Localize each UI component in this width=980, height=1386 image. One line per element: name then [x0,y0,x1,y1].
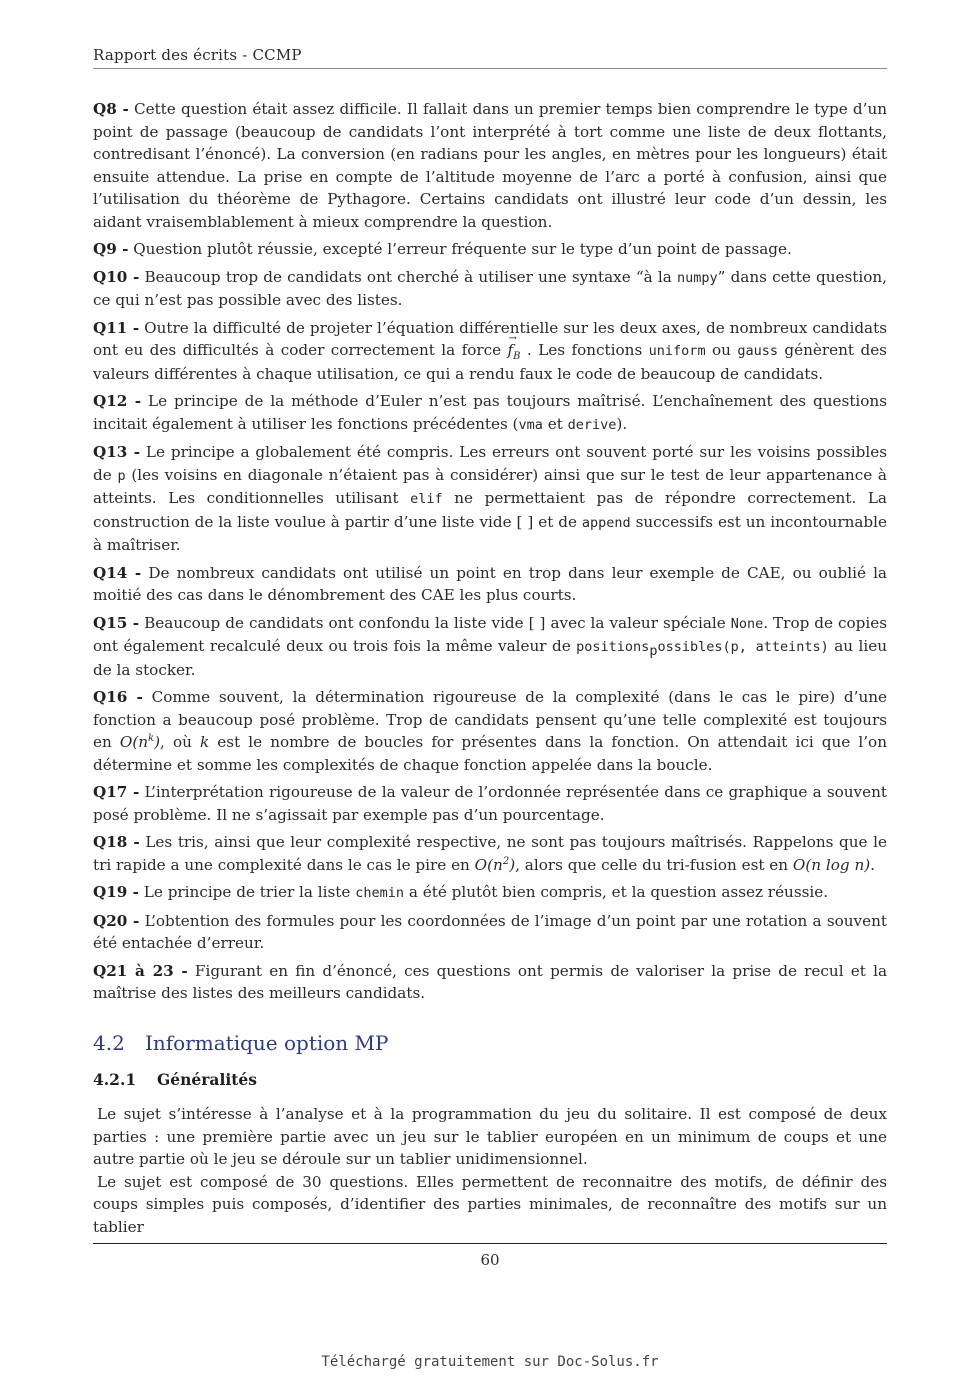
question-text: L’obtention des formules pour les coordonnées de l’image d’un point par une rotation a souvent été entachée d’erreur. [93,911,887,952]
question-label: Q11 - [93,318,140,337]
question-text: et [542,414,568,433]
question-label: Q18 - [93,833,140,851]
running-header: Rapport des écrits - CCMP [93,46,302,64]
code-term: positions [576,639,650,655]
code-term: ossibles(p, atteints) [657,639,829,655]
question-paragraph [93,910,887,955]
question-text: L’interprétation rigoureuse de la valeur de l’ordonnée représentée dans ce graphique a souvent posé problème. Il ne s’agissait par exemple pas d’un pourcentage. [93,783,887,824]
question-paragraph [93,390,887,436]
question-text: , alors que celle du tri-fusion est en [515,855,793,874]
header-rule [93,68,887,69]
math-exponent: 2 [502,855,510,867]
question-text: Beaucoup trop de candidats ont cherché à utiliser une syntaxe “à la [144,267,677,286]
question-text: De nombreux candidats ont utilisé un point en trop dans leur exemple de CAE, ou oublié la moitié des cas dans le dénombrement des CAE les plus courts. [93,563,887,604]
question-label: Q17 - [93,783,140,801]
question-paragraph [93,960,887,1005]
question-text: est le nombre de boucles for présentes dans la fonction. On attendait ici que l’on détermine et somme les complexités de chaque fonction appelée dans la boucle. [93,733,887,774]
subsection-title: Généralités [157,1070,257,1089]
question-text: Cette question était assez difficile. Il fallait dans un premier temps bien comprendre le type d’un point de passage (beaucoup de candidats l’ont interprété à tort comme une liste de deux flottants, contredisant l’énoncé). La conversion (en radians pour les angles, en mètres pour les longueurs) était ensuite attendue. La prise en compte de l’altitude moyenne de l’arc a porté à confusion, ainsi que l’utilisation du théorème de Pythagore. Certains candidats ont illustré leur code d’un dessin, les aidant vraisemblablement à mieux comprendre la question. [93,100,888,231]
question-text: successifs est un incontournable à maîtriser. [93,512,887,554]
question-text: au lieu de la stocker. [93,637,887,679]
math-expression: ) [154,733,161,751]
footer-rule [93,1243,887,1244]
question-paragraph [93,317,887,386]
math-exponent: k [148,732,155,744]
section-body [93,1103,887,1238]
question-paragraph [93,831,887,876]
question-label: Q20 - [93,911,140,930]
code-term: p [117,467,126,484]
question-paragraph [93,98,887,233]
code-term: None [730,615,764,632]
code-term: numpy [676,269,718,286]
code-term: elif [410,491,443,507]
question-label: Q12 - [93,392,142,410]
question-text: . Trop de copies ont également recalculé deux ou trois fois la même valeur de [93,613,887,655]
math-expression: O(n [119,733,149,751]
question-text: ” dans cette question, ce qui n’est pas possible avec des listes. [93,267,887,309]
section-number: 4.2 [93,1031,125,1055]
question-text: ou [705,341,738,359]
body-paragraph: Le sujet s’intéresse à l’analyse et à la programmation du jeu du solitaire. Il est composé de deux parties : une première partie avec un jeu sur le tablier européen en un minimum de coups et une autre partie où le jeu se déroule sur un tablier unidimensionnel. [93,1105,887,1168]
question-text: , où [160,733,200,751]
question-text: a été plutôt bien compris, et la question assez réussie. [404,883,829,901]
watermark-text: Téléchargé gratuitement sur Doc-Solus.fr [321,1354,659,1370]
question-text: ne permettaient pas de répondre correctement. La construction de la liste voulue à partir d’une liste vide [ ] et de [93,489,887,531]
section-title: Informatique option MP [145,1031,389,1055]
question-label: Q10 - [93,267,140,286]
code-term: vma [518,416,543,433]
code-subscript: p [649,643,658,660]
question-text: ). [616,414,628,433]
question-label: Q13 - [93,443,141,461]
page-number: 60 [480,1251,500,1269]
subsection-number: 4.2.1 [93,1070,137,1089]
section-heading [93,1031,887,1055]
question-paragraph [93,612,887,682]
question-label: Q16 - [93,688,143,706]
math-expression: ) [509,855,516,874]
question-paragraph [93,441,887,557]
question-paragraph [93,686,887,776]
code-term: derive [567,416,617,433]
body-paragraph: Le sujet est composé de 30 questions. Elles permettent de reconnaitre des motifs, de définir des coups simples puis composés, d’identifier des parties minimales, de reconnaître des motifs sur un tablier [93,1172,887,1236]
question-label: Q8 - [93,100,129,118]
code-term: gauss [737,343,778,359]
math-expression: O(n log n) [792,855,871,874]
question-label: Q15 - [93,613,140,632]
question-label: Q9 - [93,240,129,258]
question-text: Outre la difficulté de projeter l’équation différentielle sur les deux axes, de nombreux candidats ont eu des difficultés à coder correctement la force [93,318,887,359]
question-paragraph [93,562,887,607]
questions-list [93,98,887,1010]
math-expression: O(n [474,855,503,874]
subsection-heading [93,1070,887,1089]
question-text: Comme souvent, la détermination rigoureuse de la complexité (dans le cas le pire) d’une fonction a beaucoup posé problème. Trop de candidats pensent qu’une telle complexité est toujours en [93,688,887,751]
question-label: Q14 - [93,563,142,582]
question-label: Q21 à 23 - [93,961,188,980]
question-paragraph [93,238,887,261]
question-text: Le principe a globalement été compris. Les erreurs ont souvent porté sur les voisins possibles de [93,443,887,484]
question-paragraph [93,781,887,826]
question-text: Figurant en fin d’énoncé, ces questions ont permis de valoriser la prise de recul et la maîtrise des listes des meilleurs candidats. [93,961,888,1002]
code-term: uniform [648,343,706,359]
question-text: Les tris, ainsi que leur complexité respective, ne sont pas toujours maîtrisés. Rappelons que le tri rapide a une complexité dans le cas le pire en [93,833,887,874]
question-text: (les voisins en diagonale n’étaient pas à considérer) ainsi que sur le test de leur appartenance à atteints. Les conditionnelles utilisant [93,465,887,507]
question-label: Q19 - [93,883,139,901]
code-term: append [581,514,631,531]
question-text: . Les fonctions [520,341,649,359]
question-paragraph [93,881,887,905]
math-expression: k [200,733,210,751]
vector-symbol [507,341,521,363]
question-text: Question plutôt réussie, excepté l’erreur fréquente sur le type d’un point de passage. [133,240,792,258]
question-text: Le principe de la méthode d’Euler n’est pas toujours maîtrisé. L’enchaînement des questions incitait également à utiliser les fonctions précédentes ( [93,392,888,433]
vector-letter: → f [508,339,514,362]
vector-subscript: B [513,351,521,363]
question-text: Beaucoup de candidats ont confondu la liste vide [ ] avec la valeur spéciale [144,613,731,632]
question-text: Le principe de trier la liste [143,883,356,901]
question-paragraph [93,266,887,312]
question-text: génèrent des valeurs différentes à chaque utilisation, ce qui a rendu faux le code de beaucoup de candidats. [93,341,887,383]
question-text: . [870,855,875,874]
code-term: chemin [355,885,405,901]
